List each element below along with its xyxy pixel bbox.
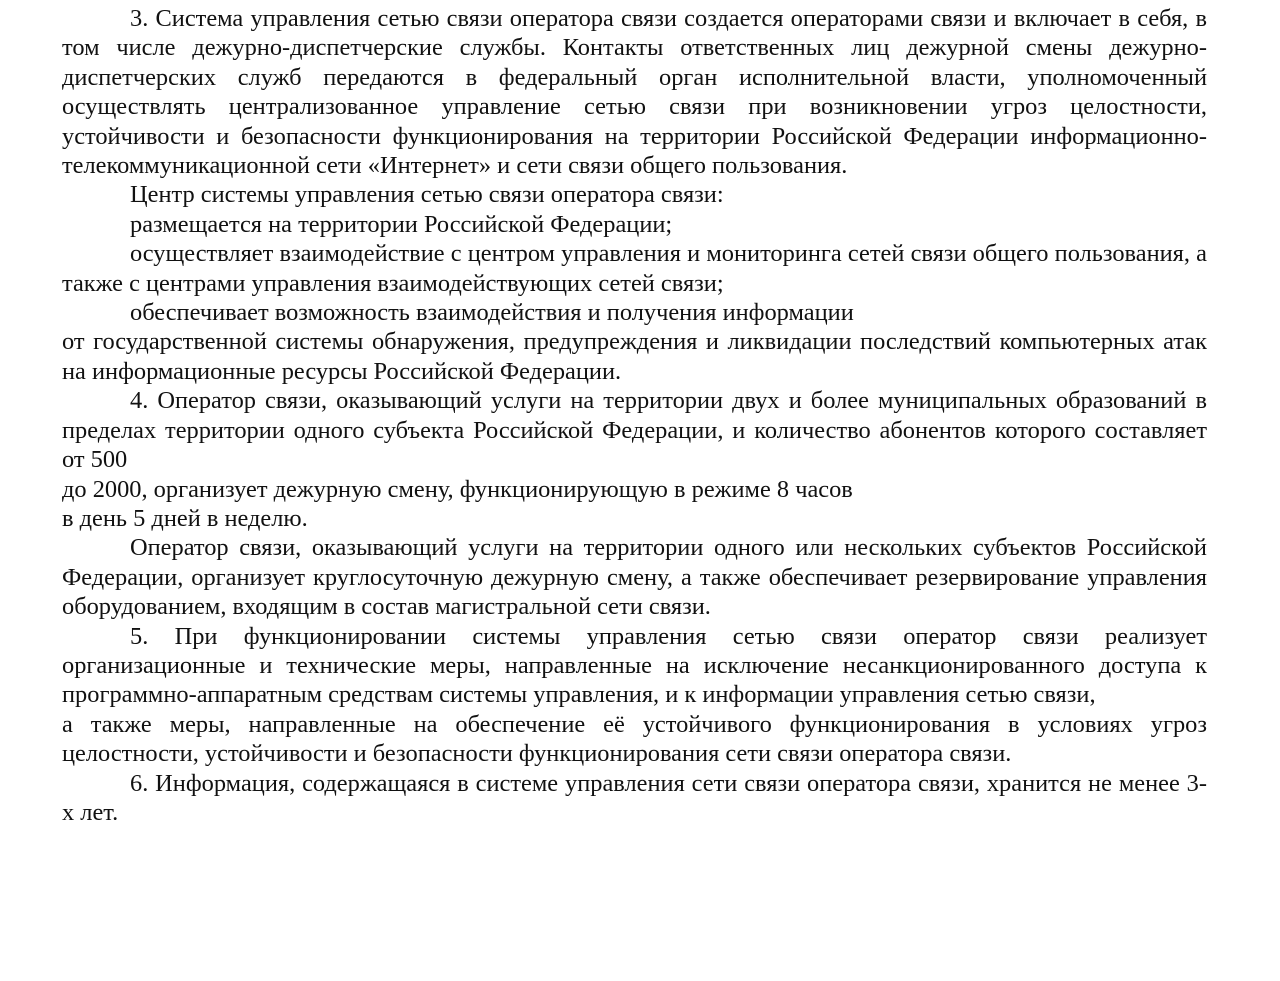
paragraph-5-cont: а также меры, направленные на обеспечение её устойчивого функционирования в условиях угроз целостности, устойчивости и безопасности функционирования сети связи оператора связи. (62, 710, 1207, 768)
paragraph-5: 5. При функционировании системы управления сетью связи оператор связи реализует организационные и технические меры, направленные на исключение несанкционированного доступа к программно-аппаратным средствам системы управления, и к информации управления сетью связи, (62, 622, 1207, 709)
paragraph-center-heading: Центр системы управления сетью связи оператора связи: (130, 181, 724, 209)
paragraph-center-capability: обеспечивает возможность взаимодействия и получения информации (130, 299, 854, 327)
paragraph-6: 6. Информация, содержащаяся в системе управления сети связи оператора связи, хранится не менее 3-х лет. (62, 769, 1207, 826)
paragraph-3: 3. Система управления сетью связи оператора связи создается операторами связи и включает в себя, в том числе дежурно-диспетчерские службы. Контакты ответственных лиц дежурной смены дежурно-диспетчерских служб передаются в федеральный орган исполнительной власти, уполномоченный осуществлять централизованное управление сетью связи при возникновении угроз целостности, устойчивости и безопасности функционирования на территории Российской Федерации информационно-телекоммуникационной сети «Интернет» и сети связи общего пользования. (62, 5, 1207, 180)
paragraph-4: 4. Оператор связи, оказывающий услуги на территории двух и более муниципальных образований в пределах территории одного субъекта Российской Федерации, и количество абонентов которого составляет от 500 (62, 387, 1207, 474)
paragraph-center-capability-cont: от государственной системы обнаружения, предупреждения и ликвидации последствий компьютерных атак на информационные ресурсы Российской Федерации. (62, 328, 1207, 385)
paragraph-center-interaction: осуществляет взаимодействие с центром управления и мониторинга сетей связи общего пользования, а также с центрами управления взаимодействующих сетей связи; (62, 240, 1207, 297)
paragraph-center-location: размещается на территории Российской Федерации; (130, 210, 673, 238)
paragraph-4-round-the-clock: Оператор связи, оказывающий услуги на территории одного или нескольких субъектов Российской Федерации, организует круглосуточную дежурную смену, а также обеспечивает резервирование управления оборудованием, входящим в состав магистральной сети связи. (62, 534, 1207, 621)
paragraph-4-cont-1: до 2000, организует дежурную смену, функционирующую в режиме 8 часов (62, 475, 853, 503)
paragraph-4-cont-2: в день 5 дней в неделю. (62, 504, 308, 532)
